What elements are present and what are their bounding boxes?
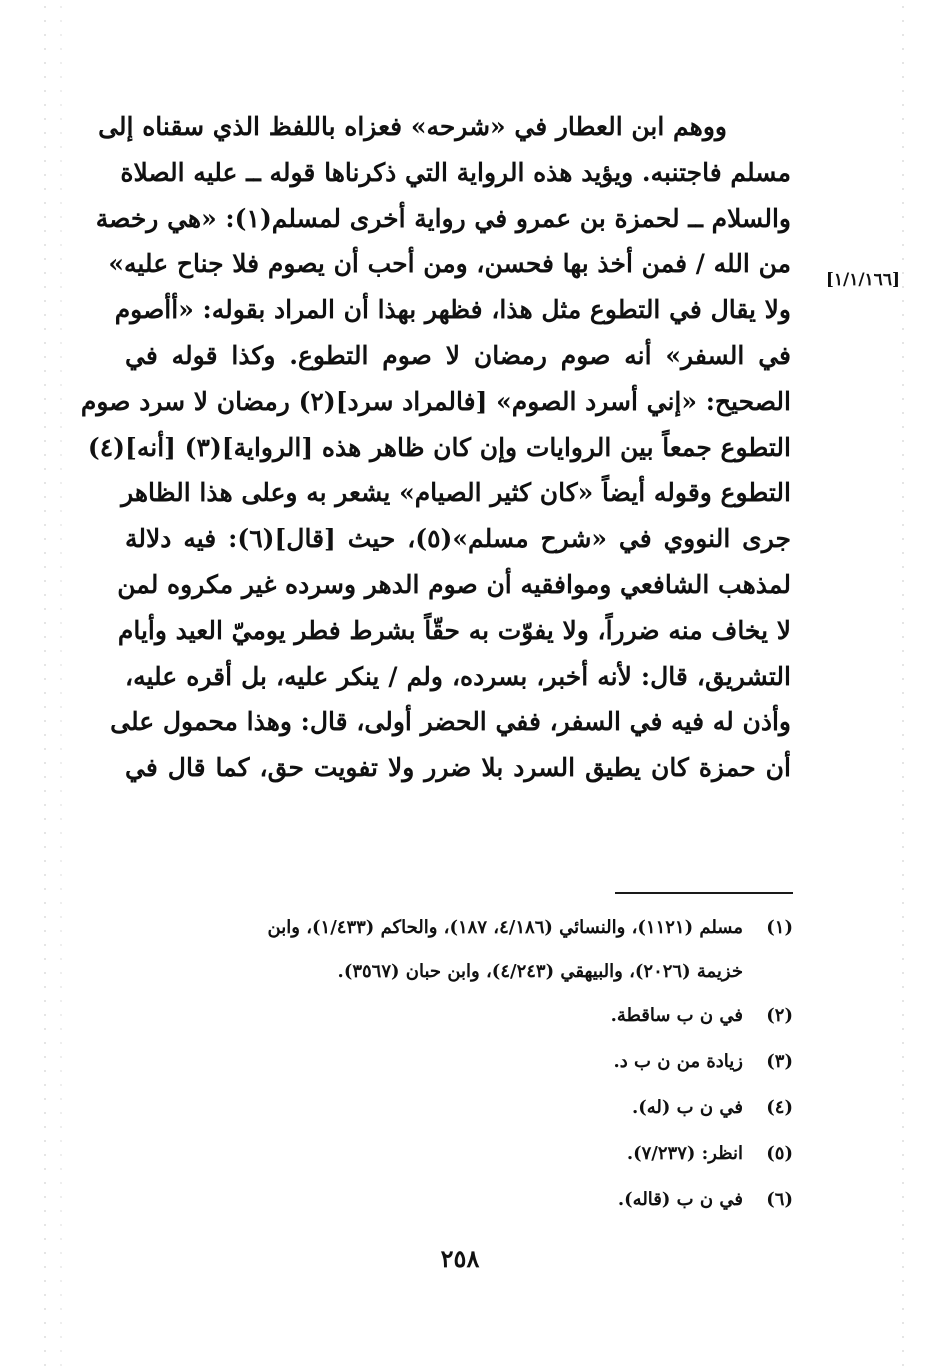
page-number: ٢٥٨ bbox=[440, 1244, 480, 1273]
scan-edge-left-inner bbox=[60, 0, 62, 1366]
main-line: جرى النووي في «شرح مسلم»(٥)، حيث [قال](٦): فيه دلالة bbox=[125, 524, 791, 554]
main-line: وأذن له فيه في السفر، ففي الحضر أولى، قال: وهذا محمول على bbox=[110, 707, 791, 737]
scan-edge-left bbox=[44, 0, 46, 1366]
main-line: لمذهب الشافعي وموافقيه أن صوم الدهر وسرده غير مكروه لمن bbox=[117, 569, 791, 599]
footnote-number: (٢) bbox=[766, 1005, 793, 1026]
main-line: أن حمزة كان يطيق السرد بلا ضرر ولا تفويت حق، كما قال في bbox=[125, 753, 791, 783]
footnote-3 bbox=[123, 1039, 793, 1085]
footnote-separator bbox=[615, 892, 793, 894]
footnote-6 bbox=[123, 1177, 793, 1223]
footnote-number: (٥) bbox=[766, 1143, 793, 1164]
footnote-text: مسلم (١١٢١)، والنسائي (٤/١٨٦، ١٨٧)، والحاكم (١/٤٣٣)، وابن bbox=[267, 917, 743, 938]
footnote-1 bbox=[123, 905, 793, 951]
main-line: الصحيح: «إني أسرد الصوم» [فالمراد سرد](٢) رمضان لا سرد صوم bbox=[80, 386, 791, 416]
main-line: في السفر» أنه صوم رمضان لا صوم التطوع. وكذا قوله في bbox=[125, 340, 791, 370]
main-line: التطوع وقوله أيضاً «كان كثير الصيام» يشعر به وعلى هذا الظاهر bbox=[121, 478, 791, 508]
footnote-text: انظر: (٧/٢٣٧). bbox=[626, 1143, 743, 1164]
footnote-1-continuation: خزيمة (٢٠٢٦)، والبيهقي (٤/٢٤٣)، وابن حبان (٣٥٦٧). bbox=[337, 961, 743, 982]
main-line: من الله / فمن أخذ بها فحسن، ومن أحب أن يصوم فلا جناح عليه» bbox=[108, 249, 791, 279]
footnote-2 bbox=[123, 993, 793, 1039]
footnote-text: في ن ب (له). bbox=[631, 1097, 743, 1118]
footnote-number: (٤) bbox=[766, 1097, 793, 1118]
footnote-number: (٦) bbox=[766, 1189, 793, 1210]
main-line: ووهم ابن العطار في «شرحه» فعزاه باللفظ الذي سقناه إلى bbox=[98, 112, 727, 141]
main-line: والسلام ــ لحمزة بن عمرو في رواية أخرى لمسلم(١): «هي رخصة bbox=[95, 203, 791, 233]
footnote-text: في ن ب (قاله). bbox=[617, 1189, 743, 1210]
main-line: التطوع جمعاً بين الروايات وإن كان ظاهر هذه [الرواية](٣) [أنه](٤) bbox=[87, 432, 791, 462]
scan-edge-right bbox=[902, 0, 904, 1366]
main-line: مسلم فاجتنبه. ويؤيد هذه الرواية التي ذكرناها قوله ــ عليه الصلاة bbox=[120, 157, 791, 187]
footnotes bbox=[123, 905, 793, 1223]
footnote-5 bbox=[123, 1131, 793, 1177]
footnote-number: (٣) bbox=[766, 1051, 793, 1072]
footnote-text: زيادة من ن ب د. bbox=[613, 1051, 743, 1072]
main-line: التشريق، قال: لأنه أخبر، بسرده، ولم / ينكر عليه، بل أقره عليه، bbox=[125, 661, 791, 691]
footnote-text: في ن ب ساقطة. bbox=[610, 1005, 743, 1026]
main-text-body bbox=[80, 104, 791, 791]
footnote-number: (١) bbox=[766, 917, 793, 938]
main-line: لا يخاف منه ضرراً، ولا يفوّت به حقّاً بشرط فطر يوميّ العيد وأيام bbox=[117, 615, 791, 645]
margin-manuscript-reference: [١/١/١٦٦] bbox=[825, 270, 900, 290]
main-line: ولا يقال في التطوع مثل هذا، فظهر بهذا أن المراد بقوله: «أأصوم bbox=[114, 295, 791, 325]
footnote-4 bbox=[123, 1085, 793, 1131]
